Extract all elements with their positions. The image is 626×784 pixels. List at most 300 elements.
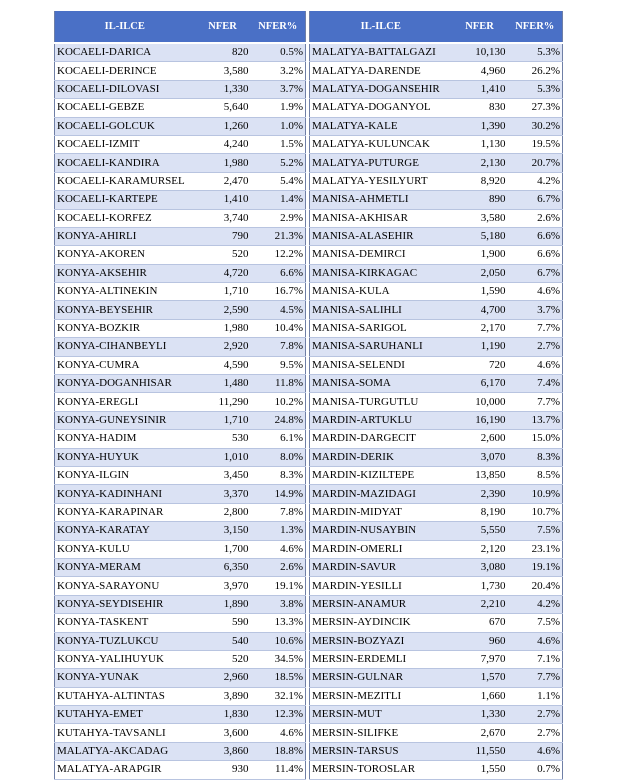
district-cell: KONYA-KARAPINAR — [55, 503, 195, 521]
nfer-pct-cell: 10.7% — [508, 503, 563, 521]
nfer-cell: 3,370 — [195, 485, 251, 503]
nfer-pct-cell: 24.8% — [251, 411, 306, 429]
nfer-cell: 1,550 — [452, 761, 508, 779]
nfer-cell: 2,470 — [195, 172, 251, 190]
nfer-pct-cell: 3.7% — [251, 80, 306, 98]
nfer-pct-cell: 7.1% — [508, 650, 563, 668]
district-cell: MANISA-KIRKAGAC — [310, 264, 452, 282]
district-cell: KONYA-CUMRA — [55, 356, 195, 374]
table-row — [310, 283, 563, 301]
nfer-cell: 2,170 — [452, 319, 508, 337]
nfer-pct-cell: 15.0% — [508, 430, 563, 448]
nfer-pct-cell: 21.3% — [251, 227, 306, 245]
nfer-cell: 520 — [195, 650, 251, 668]
table-row — [55, 283, 306, 301]
district-cell: KONYA-SEYDISEHIR — [55, 595, 195, 613]
table-row — [55, 632, 306, 650]
table-row — [310, 80, 563, 98]
nfer-cell: 2,390 — [452, 485, 508, 503]
table-row — [55, 724, 306, 742]
district-cell: KONYA-EREGLI — [55, 393, 195, 411]
district-cell: MANISA-SARIGOL — [310, 319, 452, 337]
nfer-cell: 10,000 — [452, 393, 508, 411]
nfer-pct-cell: 4.6% — [508, 356, 563, 374]
district-cell: MERSIN-TARSUS — [310, 742, 452, 760]
district-cell: MALATYA-KALE — [310, 117, 452, 135]
nfer-pct-cell: 0.5% — [251, 43, 306, 62]
nfer-cell: 10,130 — [452, 43, 508, 62]
table-row — [55, 154, 306, 172]
table-row — [310, 338, 563, 356]
nfer-cell: 2,130 — [452, 154, 508, 172]
district-cell: KOCAELI-DILOVASI — [55, 80, 195, 98]
table-row — [310, 99, 563, 117]
table-row — [55, 558, 306, 576]
district-cell: MERSIN-MEZITLI — [310, 687, 452, 705]
nfer-cell: 670 — [452, 614, 508, 632]
nfer-cell: 1,410 — [452, 80, 508, 98]
nfer-cell: 1,590 — [452, 283, 508, 301]
district-cell: MARDIN-OMERLI — [310, 540, 452, 558]
district-cell: KONYA-HUYUK — [55, 448, 195, 466]
nfer-cell: 3,080 — [452, 558, 508, 576]
district-cell: KONYA-KARATAY — [55, 522, 195, 540]
nfer-cell: 1,410 — [195, 191, 251, 209]
table-row — [310, 43, 563, 62]
nfer-pct-cell: 1.1% — [508, 687, 563, 705]
nfer-pct-cell: 1.9% — [251, 99, 306, 117]
district-cell: KONYA-KADINHANI — [55, 485, 195, 503]
nfer-cell: 1,900 — [452, 246, 508, 264]
table-row — [310, 614, 563, 632]
nfer-pct-cell: 7.5% — [508, 522, 563, 540]
district-table-left — [54, 11, 306, 780]
nfer-cell: 3,970 — [195, 577, 251, 595]
district-cell: KONYA-SARAYONU — [55, 577, 195, 595]
table-row — [55, 99, 306, 117]
nfer-cell: 8,920 — [452, 172, 508, 190]
table-row — [310, 154, 563, 172]
nfer-cell: 4,960 — [452, 62, 508, 80]
nfer-cell: 930 — [195, 761, 251, 779]
district-cell: MALATYA-KULUNCAK — [310, 135, 452, 153]
nfer-cell: 3,070 — [452, 448, 508, 466]
nfer-pct-cell: 11.8% — [251, 375, 306, 393]
district-cell: KONYA-DOGANHISAR — [55, 375, 195, 393]
table-row — [310, 227, 563, 245]
district-cell: KONYA-GUNEYSINIR — [55, 411, 195, 429]
district-cell: KOCAELI-GOLCUK — [55, 117, 195, 135]
nfer-cell: 2,800 — [195, 503, 251, 521]
nfer-pct-cell: 2.7% — [508, 338, 563, 356]
table-row — [55, 448, 306, 466]
district-table-right — [309, 11, 563, 780]
nfer-cell: 4,590 — [195, 356, 251, 374]
nfer-cell: 1,710 — [195, 283, 251, 301]
column-header-nfer: NFER — [195, 11, 251, 43]
district-cell: MALATYA-PUTURGE — [310, 154, 452, 172]
nfer-pct-cell: 2.6% — [508, 209, 563, 227]
nfer-cell: 16,190 — [452, 411, 508, 429]
nfer-pct-cell: 6.7% — [508, 191, 563, 209]
nfer-cell: 3,150 — [195, 522, 251, 540]
nfer-cell: 6,170 — [452, 375, 508, 393]
nfer-pct-cell: 3.8% — [251, 595, 306, 613]
nfer-cell: 1,730 — [452, 577, 508, 595]
district-cell: KONYA-AKOREN — [55, 246, 195, 264]
table-row — [310, 117, 563, 135]
table-row — [55, 191, 306, 209]
table-row — [55, 595, 306, 613]
nfer-cell: 720 — [452, 356, 508, 374]
district-cell: MANISA-TURGUTLU — [310, 393, 452, 411]
nfer-pct-cell: 34.5% — [251, 650, 306, 668]
district-cell: KONYA-ILGIN — [55, 466, 195, 484]
table-row — [55, 338, 306, 356]
nfer-pct-cell: 6.6% — [251, 264, 306, 282]
district-cell: KOCAELI-KORFEZ — [55, 209, 195, 227]
nfer-pct-cell: 10.6% — [251, 632, 306, 650]
nfer-pct-cell: 7.7% — [508, 669, 563, 687]
nfer-pct-cell: 19.1% — [251, 577, 306, 595]
nfer-pct-cell: 19.5% — [508, 135, 563, 153]
district-cell: MERSIN-AYDINCIK — [310, 614, 452, 632]
table-row — [55, 540, 306, 558]
table-row — [55, 761, 306, 779]
nfer-cell: 2,590 — [195, 301, 251, 319]
district-cell: MARDIN-ARTUKLU — [310, 411, 452, 429]
column-header-district: IL-ILCE — [310, 11, 452, 43]
nfer-cell: 1,710 — [195, 411, 251, 429]
nfer-pct-cell: 3.7% — [508, 301, 563, 319]
nfer-cell: 2,600 — [452, 430, 508, 448]
nfer-pct-cell: 26.2% — [508, 62, 563, 80]
nfer-cell: 1,890 — [195, 595, 251, 613]
district-cell: KONYA-YALIHUYUK — [55, 650, 195, 668]
column-header-nfer-pct: NFER% — [508, 11, 563, 43]
table-row — [55, 172, 306, 190]
nfer-cell: 530 — [195, 430, 251, 448]
nfer-pct-cell: 4.5% — [251, 301, 306, 319]
district-cell: KUTAHYA-ALTINTAS — [55, 687, 195, 705]
table-row — [310, 595, 563, 613]
table-row — [310, 411, 563, 429]
district-cell: MARDIN-YESILLI — [310, 577, 452, 595]
table-row — [55, 522, 306, 540]
district-cell: MANISA-SARUHANLI — [310, 338, 452, 356]
nfer-pct-cell: 1.0% — [251, 117, 306, 135]
district-cell: MALATYA-YESILYURT — [310, 172, 452, 190]
nfer-cell: 2,050 — [452, 264, 508, 282]
nfer-cell: 4,720 — [195, 264, 251, 282]
district-cell: KONYA-TASKENT — [55, 614, 195, 632]
nfer-pct-cell: 4.2% — [508, 595, 563, 613]
nfer-pct-cell: 3.2% — [251, 62, 306, 80]
nfer-pct-cell: 27.3% — [508, 99, 563, 117]
district-cell: KOCAELI-DARICA — [55, 43, 195, 62]
table-row — [55, 430, 306, 448]
nfer-pct-cell: 30.2% — [508, 117, 563, 135]
table-row — [310, 393, 563, 411]
table-row — [55, 614, 306, 632]
district-cell: KONYA-BOZKIR — [55, 319, 195, 337]
district-cell: MARDIN-KIZILTEPE — [310, 466, 452, 484]
nfer-cell: 5,640 — [195, 99, 251, 117]
table-body-left — [55, 43, 306, 779]
nfer-cell: 7,970 — [452, 650, 508, 668]
column-header-nfer-pct: NFER% — [251, 11, 306, 43]
district-cell: MARDIN-MIDYAT — [310, 503, 452, 521]
district-cell: MANISA-ALASEHIR — [310, 227, 452, 245]
district-cell: MARDIN-SAVUR — [310, 558, 452, 576]
nfer-cell: 1,480 — [195, 375, 251, 393]
table-row — [310, 448, 563, 466]
nfer-pct-cell: 23.1% — [508, 540, 563, 558]
district-cell: KOCAELI-GEBZE — [55, 99, 195, 117]
table-row — [310, 209, 563, 227]
table-row — [310, 558, 563, 576]
nfer-cell: 3,580 — [452, 209, 508, 227]
district-cell: KOCAELI-KANDIRA — [55, 154, 195, 172]
table-body-right — [310, 43, 563, 779]
table-row — [310, 632, 563, 650]
table-row — [55, 687, 306, 705]
nfer-cell: 890 — [452, 191, 508, 209]
nfer-cell: 3,600 — [195, 724, 251, 742]
nfer-pct-cell: 18.8% — [251, 742, 306, 760]
district-cell: KUTAHYA-TAVSANLI — [55, 724, 195, 742]
table-row — [55, 375, 306, 393]
table-row — [55, 43, 306, 62]
district-cell: KONYA-KULU — [55, 540, 195, 558]
nfer-pct-cell: 1.3% — [251, 522, 306, 540]
nfer-pct-cell: 5.4% — [251, 172, 306, 190]
nfer-pct-cell: 16.7% — [251, 283, 306, 301]
district-cell: MANISA-AKHISAR — [310, 209, 452, 227]
district-cell: MERSIN-BOZYAZI — [310, 632, 452, 650]
nfer-cell: 2,920 — [195, 338, 251, 356]
column-header-district: IL-ILCE — [55, 11, 195, 43]
nfer-cell: 1,700 — [195, 540, 251, 558]
table-row — [55, 393, 306, 411]
table-row — [55, 411, 306, 429]
nfer-cell: 3,890 — [195, 687, 251, 705]
nfer-cell: 1,830 — [195, 706, 251, 724]
table-row — [55, 742, 306, 760]
table-row — [310, 356, 563, 374]
nfer-pct-cell: 12.2% — [251, 246, 306, 264]
table-row — [310, 264, 563, 282]
nfer-pct-cell: 4.6% — [508, 742, 563, 760]
nfer-pct-cell: 7.8% — [251, 503, 306, 521]
table-row — [310, 485, 563, 503]
nfer-pct-cell: 12.3% — [251, 706, 306, 724]
nfer-cell: 3,580 — [195, 62, 251, 80]
nfer-cell: 11,550 — [452, 742, 508, 760]
nfer-cell: 820 — [195, 43, 251, 62]
table-row — [310, 466, 563, 484]
district-cell: MARDIN-MAZIDAGI — [310, 485, 452, 503]
nfer-cell: 1,190 — [452, 338, 508, 356]
district-cell: MALATYA-DOGANSEHIR — [310, 80, 452, 98]
table-header — [55, 11, 306, 43]
district-cell: KONYA-ALTINEKIN — [55, 283, 195, 301]
nfer-cell: 2,960 — [195, 669, 251, 687]
nfer-pct-cell: 20.7% — [508, 154, 563, 172]
nfer-cell: 1,390 — [452, 117, 508, 135]
nfer-cell: 960 — [452, 632, 508, 650]
district-cell: MALATYA-DOGANYOL — [310, 99, 452, 117]
nfer-pct-cell: 0.7% — [508, 761, 563, 779]
table-row — [55, 356, 306, 374]
nfer-cell: 5,180 — [452, 227, 508, 245]
nfer-pct-cell: 8.3% — [508, 448, 563, 466]
nfer-pct-cell: 4.2% — [508, 172, 563, 190]
table-header — [310, 11, 563, 43]
nfer-cell: 1,260 — [195, 117, 251, 135]
table-row — [55, 246, 306, 264]
nfer-cell: 1,570 — [452, 669, 508, 687]
nfer-pct-cell: 2.6% — [251, 558, 306, 576]
nfer-cell: 790 — [195, 227, 251, 245]
nfer-cell: 590 — [195, 614, 251, 632]
table-row — [310, 301, 563, 319]
nfer-pct-cell: 20.4% — [508, 577, 563, 595]
district-cell: KOCAELI-KARTEPE — [55, 191, 195, 209]
table-row — [55, 577, 306, 595]
nfer-cell: 1,330 — [452, 706, 508, 724]
table-row — [310, 503, 563, 521]
nfer-cell: 3,450 — [195, 466, 251, 484]
table-row — [310, 669, 563, 687]
nfer-pct-cell: 7.4% — [508, 375, 563, 393]
district-cell: MARDIN-NUSAYBIN — [310, 522, 452, 540]
nfer-pct-cell: 6.6% — [508, 246, 563, 264]
nfer-pct-cell: 4.6% — [508, 632, 563, 650]
nfer-cell: 4,240 — [195, 135, 251, 153]
nfer-cell: 1,660 — [452, 687, 508, 705]
nfer-pct-cell: 19.1% — [508, 558, 563, 576]
nfer-cell: 830 — [452, 99, 508, 117]
district-cell: MANISA-AHMETLI — [310, 191, 452, 209]
nfer-pct-cell: 8.3% — [251, 466, 306, 484]
table-row — [310, 522, 563, 540]
table-row — [55, 135, 306, 153]
table-row — [55, 466, 306, 484]
nfer-pct-cell: 5.3% — [508, 43, 563, 62]
nfer-cell: 6,350 — [195, 558, 251, 576]
district-cell: MANISA-SALIHLI — [310, 301, 452, 319]
nfer-cell: 1,330 — [195, 80, 251, 98]
nfer-pct-cell: 13.7% — [508, 411, 563, 429]
district-cell: MERSIN-SILIFKE — [310, 724, 452, 742]
nfer-cell: 1,010 — [195, 448, 251, 466]
district-cell: KOCAELI-DERINCE — [55, 62, 195, 80]
district-cell: KONYA-BEYSEHIR — [55, 301, 195, 319]
district-cell: MALATYA-DARENDE — [310, 62, 452, 80]
nfer-pct-cell: 7.7% — [508, 393, 563, 411]
district-cell: MERSIN-TOROSLAR — [310, 761, 452, 779]
district-cell: KONYA-YUNAK — [55, 669, 195, 687]
table-row — [55, 301, 306, 319]
nfer-pct-cell: 1.4% — [251, 191, 306, 209]
nfer-cell: 4,700 — [452, 301, 508, 319]
table-row — [55, 503, 306, 521]
nfer-cell: 13,850 — [452, 466, 508, 484]
table-row — [310, 62, 563, 80]
nfer-pct-cell: 4.6% — [508, 283, 563, 301]
nfer-pct-cell: 7.5% — [508, 614, 563, 632]
table-row — [310, 724, 563, 742]
district-cell: MARDIN-DARGECIT — [310, 430, 452, 448]
nfer-pct-cell: 4.6% — [251, 724, 306, 742]
nfer-pct-cell: 5.2% — [251, 154, 306, 172]
nfer-pct-cell: 9.5% — [251, 356, 306, 374]
nfer-pct-cell: 10.9% — [508, 485, 563, 503]
table-row — [55, 319, 306, 337]
nfer-pct-cell: 2.9% — [251, 209, 306, 227]
nfer-pct-cell: 6.6% — [508, 227, 563, 245]
table-row — [55, 650, 306, 668]
nfer-pct-cell: 5.3% — [508, 80, 563, 98]
nfer-pct-cell: 18.5% — [251, 669, 306, 687]
table-row — [310, 191, 563, 209]
district-cell: KONYA-CIHANBEYLI — [55, 338, 195, 356]
table-row — [310, 430, 563, 448]
table-row — [55, 669, 306, 687]
nfer-cell: 3,860 — [195, 742, 251, 760]
district-cell: KONYA-HADIM — [55, 430, 195, 448]
table-row — [55, 227, 306, 245]
nfer-cell: 2,210 — [452, 595, 508, 613]
table-row — [310, 246, 563, 264]
nfer-cell: 8,190 — [452, 503, 508, 521]
district-cell: MERSIN-ERDEMLI — [310, 650, 452, 668]
table-row — [310, 761, 563, 779]
nfer-pct-cell: 14.9% — [251, 485, 306, 503]
nfer-cell: 11,290 — [195, 393, 251, 411]
table-row — [310, 742, 563, 760]
nfer-pct-cell: 13.3% — [251, 614, 306, 632]
district-cell: MALATYA-ARAPGIR — [55, 761, 195, 779]
table-row — [310, 687, 563, 705]
district-cell: MANISA-DEMIRCI — [310, 246, 452, 264]
nfer-pct-cell: 6.7% — [508, 264, 563, 282]
nfer-cell: 3,740 — [195, 209, 251, 227]
table-row — [55, 117, 306, 135]
district-cell: MERSIN-ANAMUR — [310, 595, 452, 613]
nfer-cell: 2,670 — [452, 724, 508, 742]
nfer-pct-cell: 8.5% — [508, 466, 563, 484]
nfer-cell: 1,130 — [452, 135, 508, 153]
district-cell: MERSIN-GULNAR — [310, 669, 452, 687]
district-cell: KONYA-TUZLUKCU — [55, 632, 195, 650]
nfer-cell: 5,550 — [452, 522, 508, 540]
nfer-pct-cell: 1.5% — [251, 135, 306, 153]
district-cell: MANISA-KULA — [310, 283, 452, 301]
table-row — [310, 540, 563, 558]
table-row — [310, 706, 563, 724]
table-row — [310, 650, 563, 668]
table-row — [55, 62, 306, 80]
nfer-cell: 1,980 — [195, 154, 251, 172]
table-row — [55, 80, 306, 98]
nfer-pct-cell: 2.7% — [508, 724, 563, 742]
district-cell: MALATYA-AKCADAG — [55, 742, 195, 760]
district-cell: KONYA-MERAM — [55, 558, 195, 576]
district-cell: KOCAELI-KARAMURSEL — [55, 172, 195, 190]
nfer-pct-cell: 11.4% — [251, 761, 306, 779]
